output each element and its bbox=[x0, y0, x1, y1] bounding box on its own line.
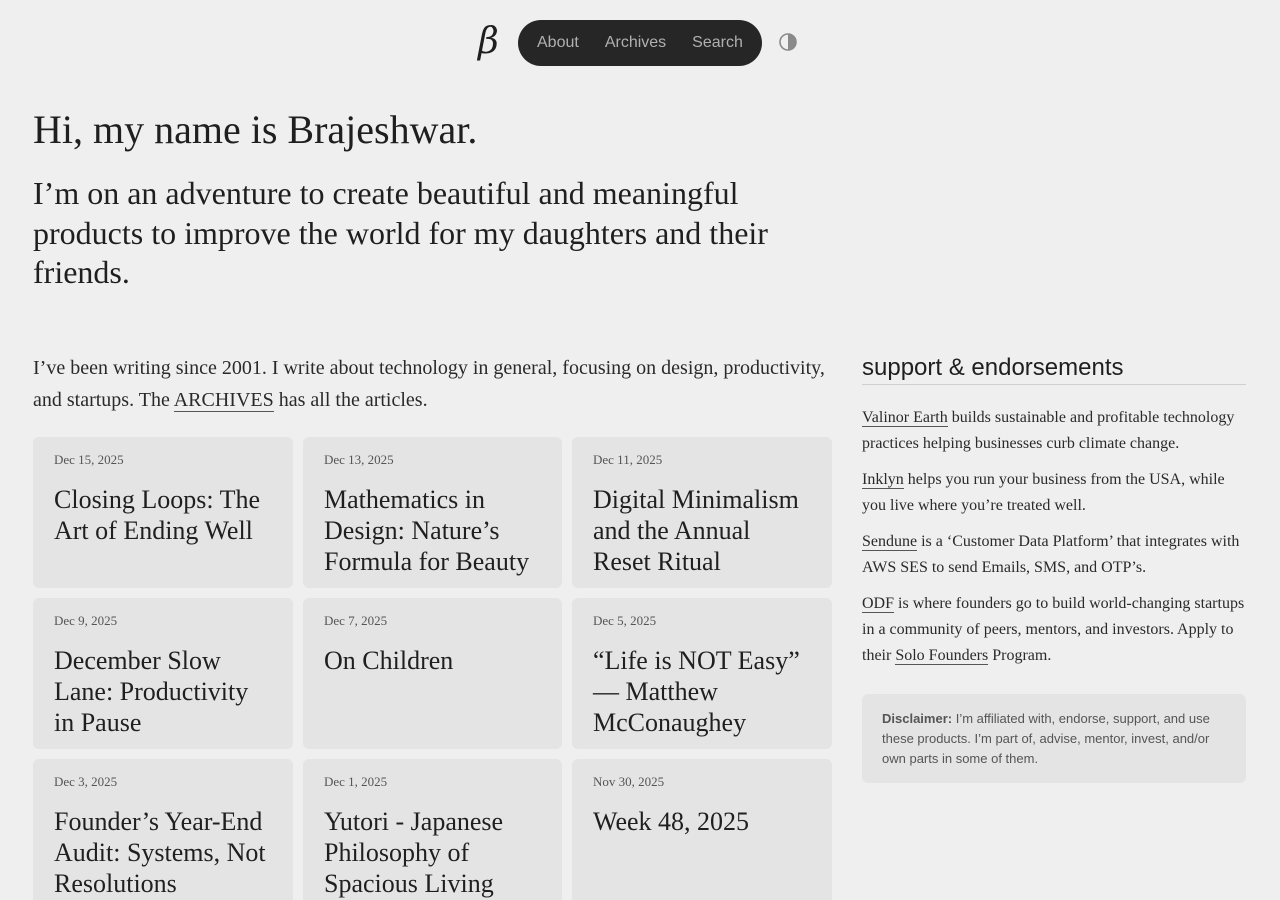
nav-archives[interactable]: Archives bbox=[604, 34, 667, 51]
post-date: Dec 7, 2025 bbox=[324, 613, 388, 628]
post-card[interactable] bbox=[303, 437, 562, 588]
intro-text-after: has all the articles. bbox=[273, 389, 428, 411]
post-title[interactable]: “Life is NOT Easy” — Matthew McConaughey bbox=[593, 646, 800, 737]
endorsement-text-end: Program. bbox=[988, 647, 1052, 664]
post-card[interactable] bbox=[303, 598, 562, 749]
post-card[interactable] bbox=[572, 437, 832, 588]
odf-link[interactable]: ODF bbox=[862, 595, 895, 612]
nav-search[interactable]: Search bbox=[692, 34, 743, 51]
nav-about[interactable]: About bbox=[537, 34, 579, 51]
post-title[interactable]: December Slow Lane: Productivity in Pause bbox=[54, 646, 249, 737]
endorsement-text: helps you run your business from the USA, while you live where you’re treated well. bbox=[862, 471, 1225, 514]
post-card[interactable] bbox=[572, 598, 832, 749]
disclaimer-box bbox=[862, 694, 1246, 783]
sidebar bbox=[862, 352, 1246, 783]
post-title[interactable]: Yutori - Japanese Philosophy of Spacious Living bbox=[324, 807, 504, 898]
endorsement-item bbox=[862, 405, 1246, 457]
endorsement-item bbox=[862, 467, 1246, 519]
endorsement-text: is where founders go to build world-changing startups in a community of peers, mentors, and investors. Apply to their bbox=[862, 595, 1245, 664]
site-header bbox=[0, 20, 1280, 66]
post-date: Dec 1, 2025 bbox=[324, 774, 388, 789]
post-card[interactable] bbox=[303, 759, 562, 900]
post-title[interactable]: Closing Loops: The Art of Ending Well bbox=[54, 485, 261, 545]
solo-founders-link[interactable]: Solo Founders bbox=[895, 647, 989, 664]
post-title[interactable]: Mathematics in Design: Nature’s Formula for Beauty bbox=[324, 485, 530, 576]
endorsement-item bbox=[862, 529, 1246, 581]
valinor-earth-link[interactable]: Valinor Earth bbox=[862, 409, 948, 426]
site-logo[interactable]: β bbox=[478, 21, 499, 62]
post-date: Dec 13, 2025 bbox=[324, 452, 394, 467]
archives-link[interactable]: ARCHIVES bbox=[173, 389, 274, 411]
disclaimer-label: Disclaimer: bbox=[882, 711, 953, 726]
post-date: Nov 30, 2025 bbox=[593, 774, 665, 789]
post-card[interactable] bbox=[572, 759, 832, 900]
post-date: Dec 5, 2025 bbox=[593, 613, 657, 628]
post-date: Dec 3, 2025 bbox=[54, 774, 118, 789]
endorsement-text: is a ‘Customer Data Platform’ that integrates with AWS SES to send Emails, SMS, and OTP’s. bbox=[862, 533, 1240, 576]
inklyn-link[interactable]: Inklyn bbox=[862, 471, 904, 488]
post-date: Dec 9, 2025 bbox=[54, 613, 118, 628]
post-title[interactable]: Digital Minimalism and the Annual Reset Ritual bbox=[593, 485, 799, 576]
post-title[interactable]: Week 48, 2025 bbox=[593, 807, 750, 836]
post-card[interactable] bbox=[33, 759, 293, 900]
post-title[interactable]: Founder’s Year-End Audit: Systems, Not Resolutions bbox=[54, 807, 266, 898]
post-date: Dec 15, 2025 bbox=[54, 452, 124, 467]
main-nav bbox=[518, 20, 762, 66]
endorsement-text: builds sustainable and profitable technology practices helping businesses curb climate change. bbox=[862, 409, 1235, 452]
post-title[interactable]: On Children bbox=[324, 646, 454, 675]
post-date: Dec 11, 2025 bbox=[593, 452, 663, 467]
disclaimer-text: I’m affiliated with, endorse, support, and use these products. I’m part of, advise, mentor, invest, and/or own parts in some of them. bbox=[882, 711, 1210, 766]
post-card[interactable] bbox=[33, 598, 293, 749]
sendune-link[interactable]: Sendune bbox=[862, 533, 918, 550]
hero-subtitle: I’m on an adventure to create beautiful and meaningful products to improve the world for my daughters and their friends. bbox=[33, 175, 768, 290]
contrast-icon[interactable] bbox=[779, 33, 797, 51]
endorsement-item bbox=[862, 591, 1246, 669]
intro-text-before: I’ve been writing since 2001. I write about technology in general, focusing on design, productivity, and startups. The bbox=[33, 357, 825, 411]
post-card[interactable] bbox=[33, 437, 293, 588]
intro-paragraph bbox=[33, 352, 833, 416]
posts-grid bbox=[33, 437, 832, 900]
sidebar-heading: support & endorsements bbox=[862, 352, 1246, 385]
hero-title: Hi, my name is Brajeshwar. bbox=[33, 107, 478, 152]
